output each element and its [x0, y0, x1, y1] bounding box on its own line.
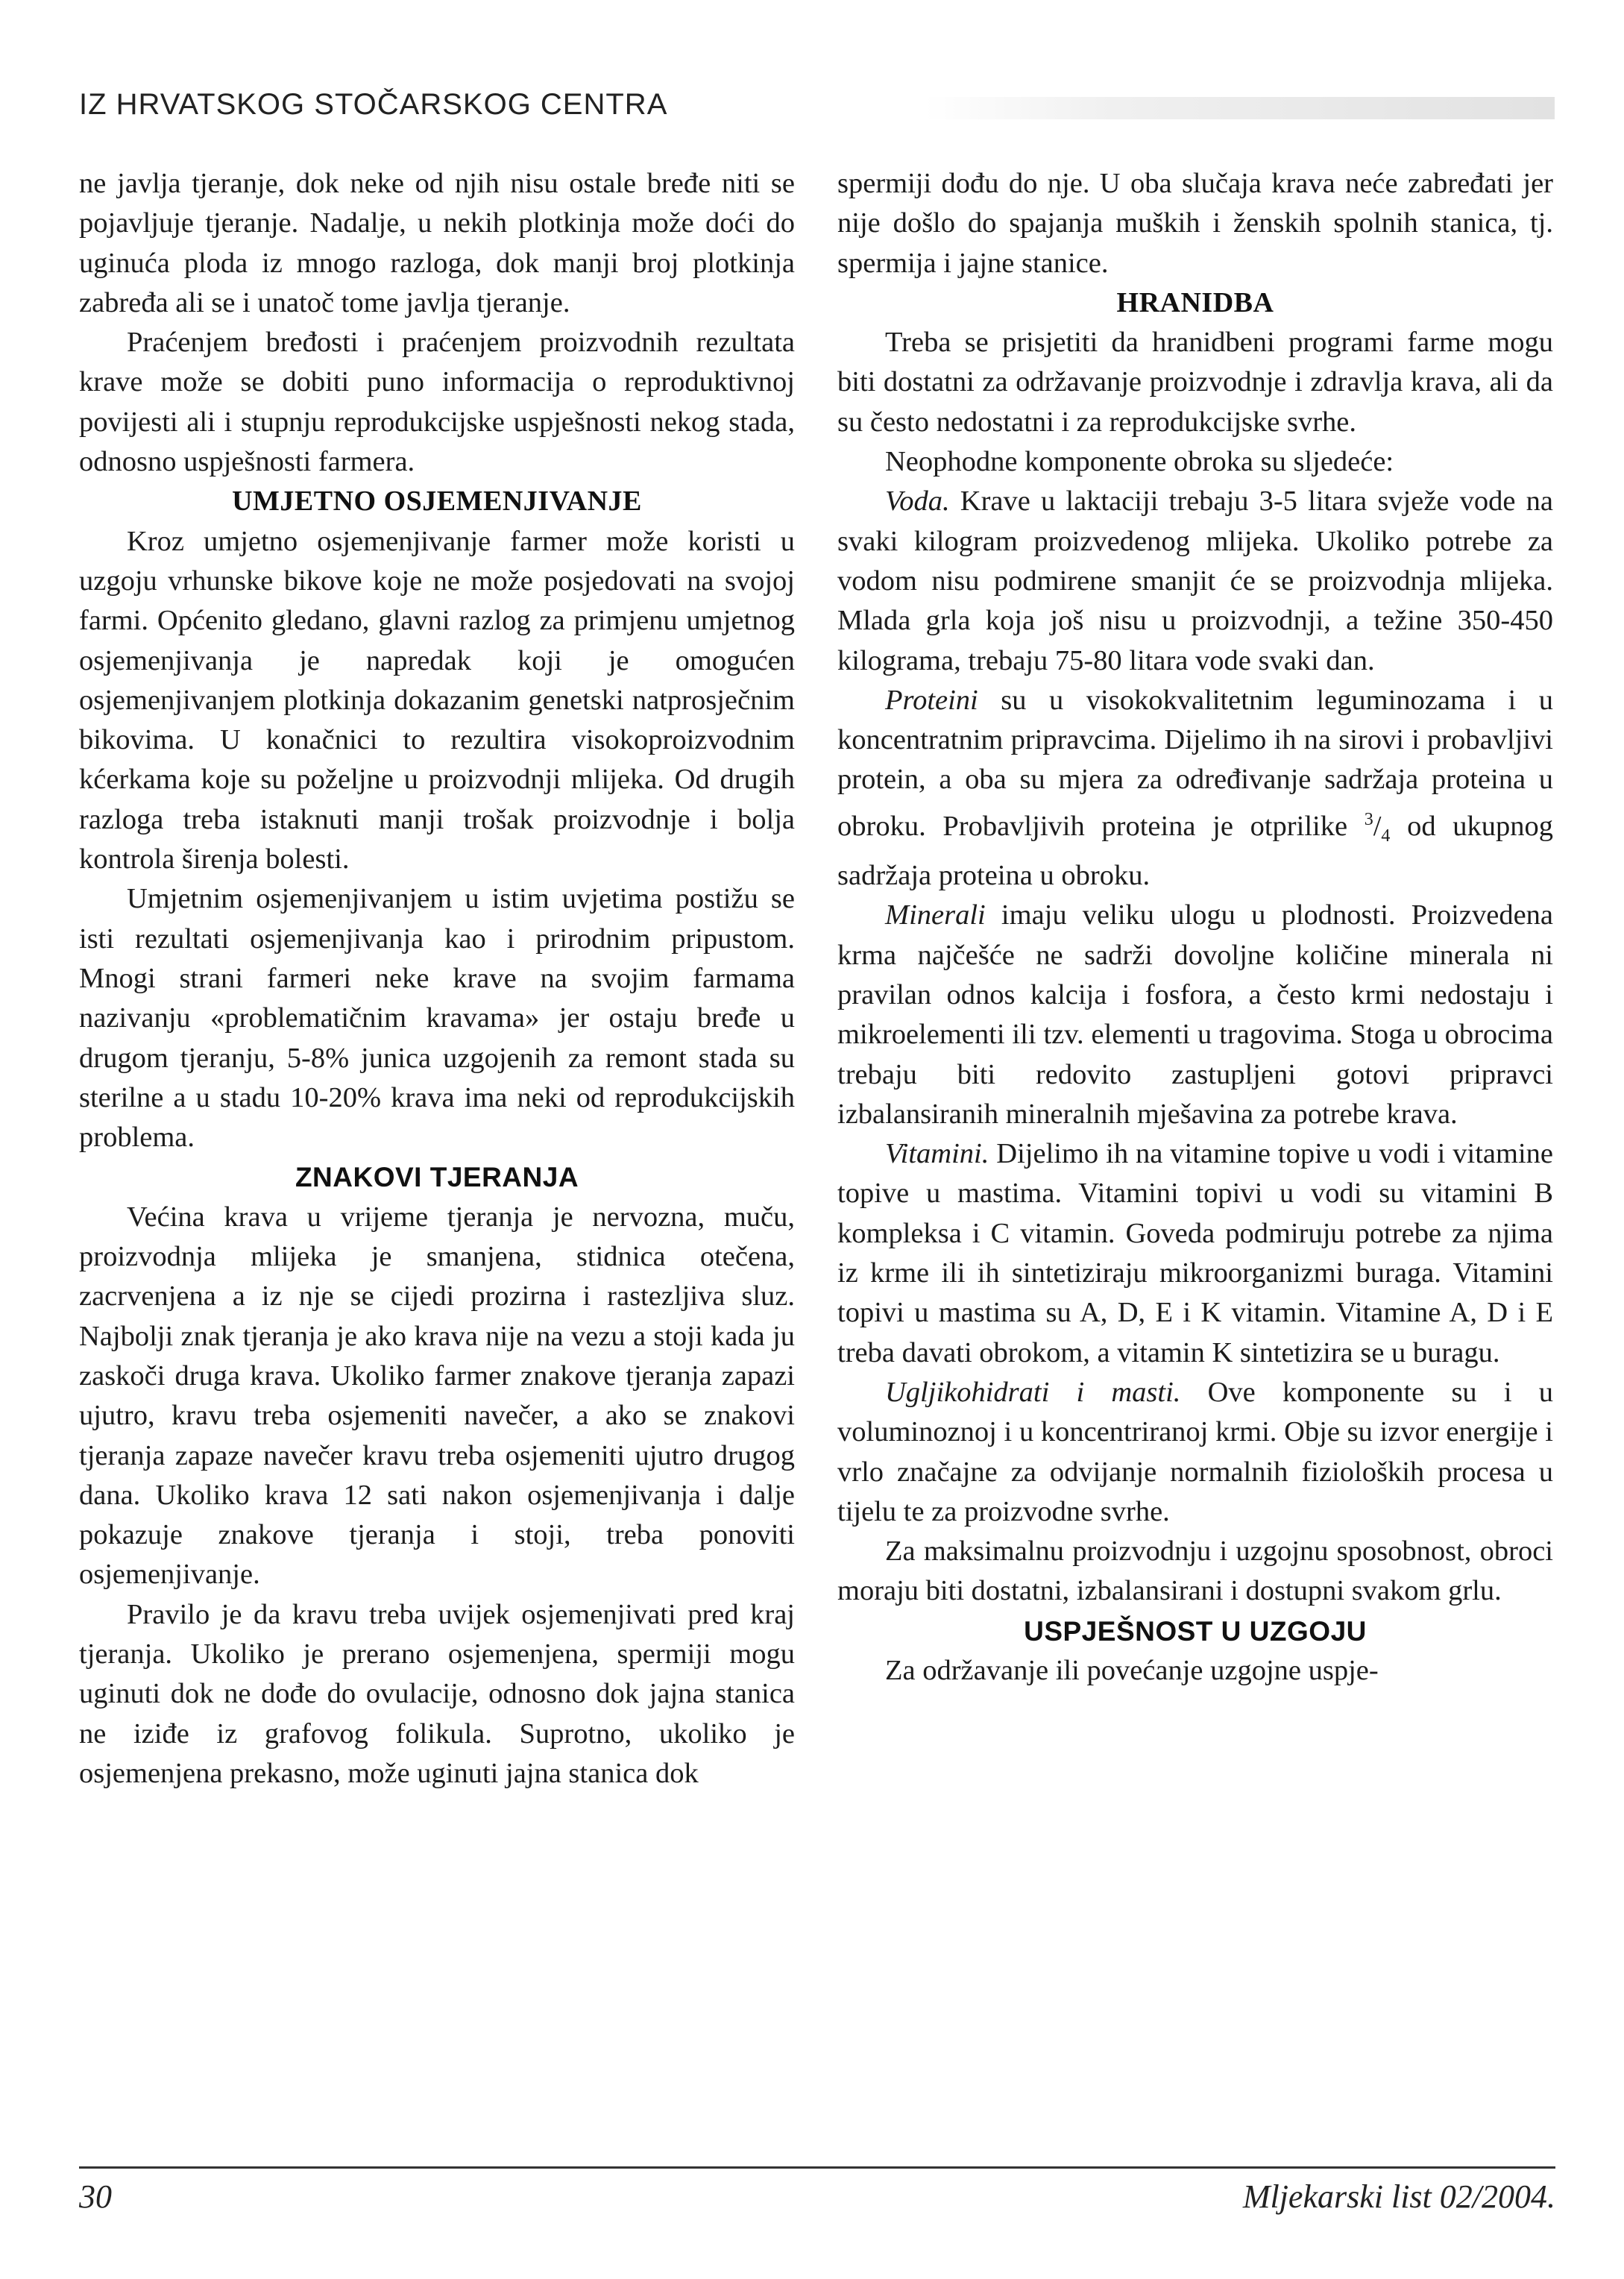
left-paragraph-3: Kroz umjetno osjemenjivanje farmer može koristi u uzgoju vrhunske bikove koje ne može posjedovati na svojoj farmi. Općenito gledano, glavni razlog za primjenu umjetnog osjemenjivanja je napredak koji je omogućen osjemenjivanjem plotkinja dokazanim genetski natprosječnim bikovima. U konačnici to rezultira visokoproizvodnim kćerkama koje su poželjne u proizvodnji mlijeka. Od drugih razloga treba istaknuti manji trošak proizvodnje i bolja kontrola širenja bolesti. — [79, 525, 795, 876]
paragraph-proteini — [837, 681, 1553, 896]
label-vitamini: Vitamini. — [885, 1138, 989, 1170]
footer-divider — [79, 2166, 1555, 2169]
right-column — [837, 164, 1553, 1691]
header-decoration-bar — [925, 97, 1555, 119]
fraction-slash: / — [1373, 810, 1382, 842]
left-paragraph-2: Praćenjem bređosti i praćenjem proizvodnih rezultata krave može se dobiti puno informacija o reproduktivnoj povijesti ali i stupnju reprodukcijske uspješnosti nekog stada, odnosno uspješnosti farmera. — [79, 327, 795, 478]
right-paragraph-5: Za održavanje ili povećanje uzgojne uspje- — [885, 1654, 1379, 1686]
paragraph-vitamini — [837, 1134, 1553, 1373]
right-paragraph-1: spermiji dođu do nje. U oba slučaja krava neće zabređati jer nije došlo do spajanja muških i ženskih spolnih stanica, tj. spermija i jajne stanice. — [837, 168, 1553, 279]
right-paragraph-3: Neophodne komponente obroka su sljedeće: — [885, 446, 1394, 478]
paragraph-voda — [837, 482, 1553, 680]
text-proteini: su u visokokvalitetnim leguminozama i u koncentratnim pripravcima. Dijelimo ih na sirovi i probavljivi protein, a oba su mjera za određivanje sadržaja proteina u obroku. Probavljivih proteina je otprilike — [837, 684, 1553, 842]
label-ugljikohidrati: Ugljikohidrati i masti. — [885, 1376, 1181, 1408]
text-minerali: imaju veliku ulogu u plodnosti. Proizvedena krma najčešće ne sadrži dovoljne količine minerala ni pravilan odnos kalcija i fosfora, a često krmi nedostaju i mikroelementi ili tzv. elementi u tragovima. Stoga u obrocima trebaju biti redovito zastupljeni gotovi pripravci izbalansiranih mineralnih mješavina za potrebe krava. — [837, 899, 1553, 1130]
paragraph-minerali — [837, 896, 1553, 1134]
section-heading-umjetno-osjemenjivanje: UMJETNO OSJEMENJIVANJE — [232, 485, 642, 518]
left-paragraph-5: Većina krava u vrijeme tjeranja je nervozna, muču, proizvodnja mlijeka je smanjena, stidnica otečena, zacrvenjena a iz nje se cijedi prozirna i rastezljiva sluz. Najbolji znak tjeranja je ako krava nije na vezu a stoji kada ju zaskoči druga krava. Ukoliko farmer znakove tjeranja zapazi ujutro, kravu treba osjemeniti navečer, a ako se znakovi tjeranja zapaze navečer kravu treba osjemeniti ujutro drugog dana. Ukoliko krava 12 sati nakon osjemenjivanja i dalje pokazuje znakove tjeranja i stoji, treba ponoviti osjemenjivanje. — [79, 1201, 795, 1591]
left-paragraph-4: Umjetnim osjemenjivanjem u istim uvjetima postižu se isti rezultati osjemenjivanja kao i prirodnim pripustom. Mnogi strani farmeri neke krave na svojim farmama nazivanju «problematičnim kravama» jer ostaju bređe u drugom tjeranju, 5-8% junica uzgojenih za remont stada su sterilne a u stadu 10-20% krava ima neki od reprodukcijskih problema. — [79, 883, 795, 1154]
fraction-numerator: 3 — [1364, 809, 1373, 829]
section-heading-hranidba: HRANIDBA — [1116, 286, 1274, 318]
left-column — [79, 164, 795, 1794]
label-minerali: Minerali — [885, 899, 986, 931]
section-heading-znakovi-tjeranja: ZNAKOVI TJERANJA — [295, 1162, 579, 1193]
right-paragraph-4: Za maksimalnu proizvodnju i uzgojnu sposobnost, obroci moraju biti dostatni, izbalansirani i dostupni svakom grlu. — [837, 1535, 1553, 1607]
fraction-denominator: 4 — [1381, 826, 1391, 846]
paragraph-ugljikohidrati — [837, 1373, 1553, 1532]
text-proteini-tail: od ukupnog sadržaja proteina u obroku. — [837, 810, 1553, 892]
left-paragraph-6: Pravilo je da kravu treba uvijek osjemenjivati pred kraj tjeranja. Ukoliko je prerano osjemenjena, spermiji mogu uginuti dok ne dođe do ovulacije, odnosno dok jajna stanica ne iziđe iz grafovog folikula. Suprotno, ukoliko je osjemenjena prekasno, može uginuti jajna stanica dok — [79, 1598, 795, 1789]
journal-citation: Mljekarski list 02/2004. — [1242, 2178, 1555, 2215]
right-paragraph-2: Treba se prisjetiti da hranidbeni programi farme mogu biti dostatni za održavanje proizvodnje i zdravlja krava, ali da su često nedostatni i za reprodukcijske svrhe. — [837, 327, 1553, 438]
label-voda: Voda. — [885, 485, 950, 518]
label-proteini: Proteini — [885, 684, 978, 716]
section-heading-uspjesnost-u-uzgoju: USPJEŠNOST U UZGOJU — [1024, 1615, 1367, 1647]
page-number: 30 — [79, 2178, 112, 2215]
text-ugljikohidrati: Ove komponente su i u voluminoznoj i u koncentriranoj krmi. Obje su izvor energije i vrlo značajne za odvijanje normalnih fizioloških procesa u tijelu te za proizvodne svrhe. — [837, 1376, 1554, 1527]
running-header: IZ HRVATSKOG STOČARSKOG CENTRA — [79, 88, 668, 121]
text-vitamini: Dijelimo ih na vitamine topive u vodi i vitamine topive u mastima. Vitamini topivi u vodi su vitamini B kompleksa i C vitamin. Goveda podmiruju potrebe za njima iz krme ili ih sintetiziraju mikroorganizmi buraga. Vitamini topivi u mastima su A, D, E i K vitamin. Vitamine A, D i E treba davati obrokom, a vitamin K sintetizira se u buragu. — [837, 1138, 1553, 1368]
left-paragraph-1: ne javlja tjeranje, dok neke od njih nisu ostale bređe niti se pojavljuje tjeranje. Nadalje, u nekih plotkinja može doći do uginuća ploda iz mnogo razloga, dok manji broj plotkinja zabređa ali se i unatoč tome javlja tjeranje. — [79, 168, 795, 318]
text-voda: Krave u laktaciji trebaju 3-5 litara svježe vode na svaki kilogram proizvedenog mlijeka. Ukoliko potrebe za vodom nisu podmirene smanjit će se proizvodnja mlijeka. Mlada grla koja još nisu u proizvodnji, a težine 350-450 kilograma, trebaju 75-80 litara vode svaki dan. — [837, 485, 1553, 676]
